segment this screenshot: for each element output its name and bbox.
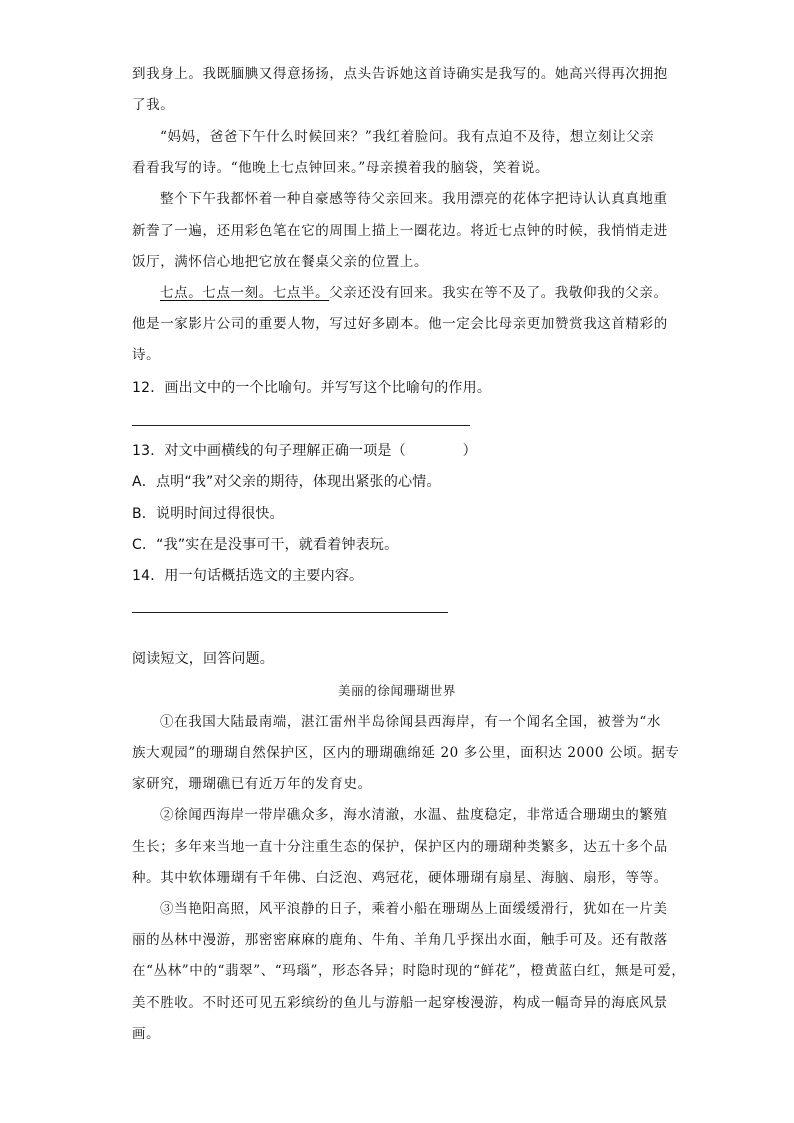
option-c[interactable]: C．“我”实在是没事可干，就看着钟表玩。 xyxy=(132,537,399,553)
article-line: 生长；多年来当地一直十分注重生态的保护，保护区内的珊瑚种类繁多，达五十多个品 xyxy=(132,839,668,855)
answer-line[interactable] xyxy=(132,612,448,613)
article-line: 丽的丛林中漫游，那密密麻麻的鹿角、牛角、羊角几乎探出水面，触手可及。还有散落 xyxy=(132,932,668,948)
passage-line: 整个下午我都怀着一种自豪感等待父亲回来。我用漂亮的花体字把诗认认真真地重 xyxy=(160,191,668,207)
article-line: ②徐闻西海岸一带岸礁众多，海水清澈，水温、盐度稳定，非常适合珊瑚虫的繁殖 xyxy=(160,807,668,823)
option-b[interactable]: B．说明时间过得很快。 xyxy=(132,506,284,522)
passage-line: 看看我写的诗。“他晚上七点钟回来。”母亲摸着我的脑袋，笑着说。 xyxy=(132,160,550,176)
passage-line: 他是一家影片公司的重要人物，写过好多剧本。他一定会比母亲更加赞赏我这首精彩的 xyxy=(132,316,668,332)
article-line: ③当艳阳高照，风平浪静的日子，乘着小船在珊瑚丛上面缓缓滑行，犹如在一片美 xyxy=(160,901,668,917)
article-line: 种。其中软体珊瑚有千年佛、白泛泡、鸡冠花，硬体珊瑚有扇星、海脑、扇形，等等。 xyxy=(132,870,668,886)
question-13: 13．对文中画横线的句子理解正确一项是（ ） xyxy=(132,443,477,459)
passage-line: “妈妈，爸爸下午什么时候回来？”我红着脸问。我有点迫不及待，想立刻让父亲 xyxy=(160,129,655,145)
passage-line: 饭厅，满怀信心地把它放在餐桌父亲的位置上。 xyxy=(132,254,429,270)
article-line: 美不胜收。不时还可见五彩缤纷的鱼儿与游船一起穿梭漫游，构成一幅奇异的海底风景 xyxy=(132,995,668,1011)
question-14: 14．用一句话概括选文的主要内容。 xyxy=(132,568,364,584)
article-line: 在“丛林”中的“翡翠”、“玛瑙”，形态各异；时隐时现的“鲜花”，橙黄蓝白红，無是可爱， xyxy=(132,963,686,979)
article-line: ①在我国大陆最南端，湛江雷州半岛徐闻县西海岸，有一个闻名全国，被誉为“水 xyxy=(160,714,662,730)
option-a[interactable]: A．点明“我”对父亲的期待，体现出紧张的心情。 xyxy=(132,474,441,490)
passage-line: 到我身上。我既腼腆又得意扬扬，点头告诉她这首诗确实是我写的。她高兴得再次拥抱 xyxy=(132,66,668,82)
passage-line: 诗。 xyxy=(132,347,161,363)
answer-line[interactable] xyxy=(132,425,470,426)
passage-line: 新誊了一遍，还用彩色笔在它的周围上描上一圈花边。将近七点钟的时候，我悄悄走进 xyxy=(132,223,668,239)
passage-line: 了我。 xyxy=(132,97,175,113)
reading-instruction: 阅读短文，回答问题。 xyxy=(132,651,274,667)
passage-line-underlined xyxy=(160,283,668,303)
underlined-sentence: 七点。七点一刻。七点半。 xyxy=(160,285,330,301)
article-line: 族大观园”的珊瑚自然保护区，区内的珊瑚礁绵延 20 多公里，面积达 2000 公顷。据专 xyxy=(132,745,680,761)
article-title: 美丽的徐闻珊瑚世界 xyxy=(338,683,456,698)
question-12: 12．画出文中的一个比喻句。并写写这个比喻句的作用。 xyxy=(132,380,492,396)
article-line: 画。 xyxy=(132,1026,161,1042)
article-line: 家研究，珊瑚礁已有近万年的发育史。 xyxy=(132,776,372,792)
passage-text: 父亲还没有回来。我实在等不及了。我敬仰我的父亲。 xyxy=(329,285,668,301)
